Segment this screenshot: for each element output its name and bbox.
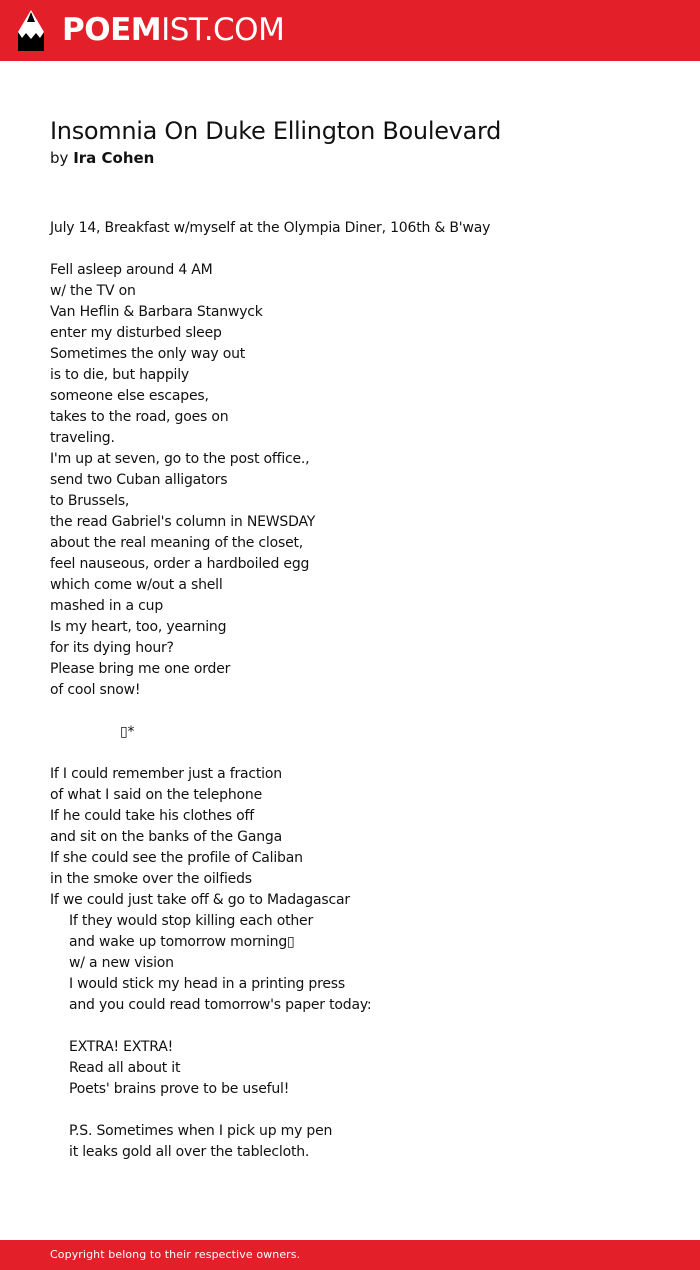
byline xyxy=(50,148,670,169)
poem-blank-line xyxy=(50,701,670,722)
poem-line: takes to the road, goes on xyxy=(50,409,229,425)
poem-line: in the smoke over the oilfieds xyxy=(50,871,252,887)
poem-line: it leaks gold all over the tablecloth. xyxy=(69,1144,310,1160)
poem-line: to Brussels, xyxy=(50,493,130,509)
poem-line: Read all about it xyxy=(69,1060,181,1076)
poem-line: If she could see the profile of Caliban xyxy=(50,850,303,866)
poem-line: send two Cuban alligators xyxy=(50,472,228,488)
poem-line: and you could read tomorrow's paper today: xyxy=(69,997,372,1013)
poem-title: Insomnia On Duke Ellington Boulevard xyxy=(50,117,502,145)
poem-line: of what I said on the telephone xyxy=(50,787,262,803)
poem-line: which come w/out a shell xyxy=(50,577,223,593)
logo-light-text: IST.COM xyxy=(161,12,285,48)
poem-line: EXTRA! EXTRA! xyxy=(69,1039,174,1055)
poem-line: Please bring me one order xyxy=(50,661,231,677)
poem-line: the read Gabriel's column in NEWSDAY xyxy=(50,514,316,530)
poem-line: July 14, Breakfast w/myself at the Olympia Diner, 106th & B'way xyxy=(50,220,491,236)
poem-line: I would stick my head in a printing press xyxy=(69,976,345,992)
poem-line: ▯* xyxy=(120,724,135,740)
poem-line: Sometimes the only way out xyxy=(50,346,246,362)
poem-line: Is my heart, too, yearning xyxy=(50,619,227,635)
poem-line: If he could take his clothes off xyxy=(50,808,254,824)
poem-line: P.S. Sometimes when I pick up my pen xyxy=(69,1123,333,1139)
poem-blank-line xyxy=(50,743,670,764)
poem-line: and wake up tomorrow morning▯ xyxy=(69,934,295,950)
poem-line: Van Heflin & Barbara Stanwyck xyxy=(50,304,263,320)
poem-line: w/ a new vision xyxy=(69,955,174,971)
copyright-text: Copyright belong to their respective owners. xyxy=(50,1248,301,1261)
poem-line: and sit on the banks of the Ganga xyxy=(50,829,282,845)
poem-line: feel nauseous, order a hardboiled egg xyxy=(50,556,310,572)
poem-line: w/ the TV on xyxy=(50,283,136,299)
author-name[interactable]: Ira Cohen xyxy=(73,149,155,167)
poem-line: If I could remember just a fraction xyxy=(50,766,282,782)
poem-blank-line xyxy=(50,239,670,260)
site-logo[interactable] xyxy=(62,11,284,49)
poem-line: Fell asleep around 4 AM xyxy=(50,262,213,278)
poem-content xyxy=(50,116,670,1163)
poem-line: about the real meaning of the closet, xyxy=(50,535,304,551)
poem-line: is to die, but happily xyxy=(50,367,190,383)
poem-line: of cool snow! xyxy=(50,682,141,698)
poem-blank-line xyxy=(50,1100,670,1121)
poem-line: If we could just take off & go to Madagascar xyxy=(50,892,350,908)
poem-line: Poets' brains prove to be useful! xyxy=(69,1081,290,1097)
pen-nib-icon[interactable] xyxy=(18,10,44,51)
poem-line: If they would stop killing each other xyxy=(69,913,314,929)
logo-bold-text: POEM xyxy=(62,12,162,48)
poem-line: enter my disturbed sleep xyxy=(50,325,222,341)
by-label: by xyxy=(50,149,69,167)
site-header xyxy=(0,0,700,61)
poem-line: for its dying hour? xyxy=(50,640,174,656)
poem-line: mashed in a cup xyxy=(50,598,164,614)
poem-body xyxy=(50,218,670,1163)
poem-line: I'm up at seven, go to the post office., xyxy=(50,451,310,467)
site-footer xyxy=(0,1240,700,1270)
poem-line: traveling. xyxy=(50,430,115,446)
poem-blank-line xyxy=(50,1016,670,1037)
poem-line: someone else escapes, xyxy=(50,388,209,404)
